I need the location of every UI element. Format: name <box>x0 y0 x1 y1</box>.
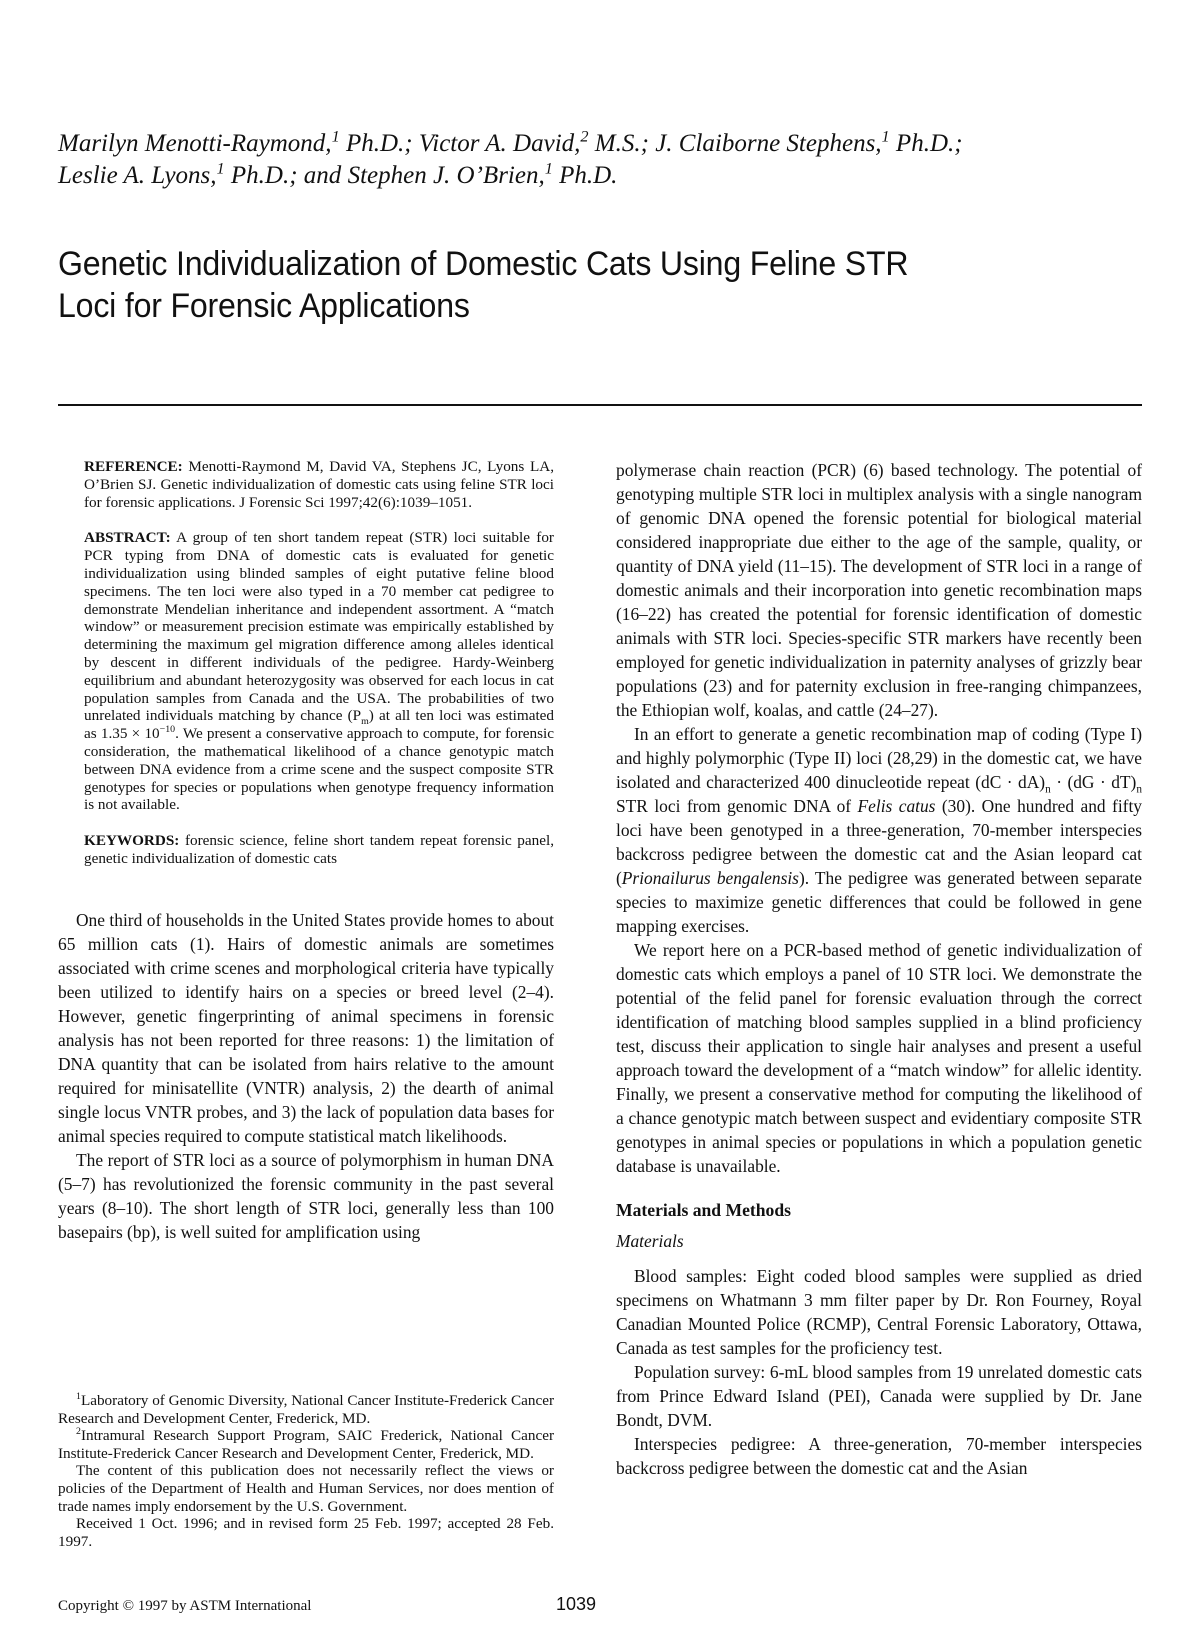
exponent: −10 <box>159 724 176 736</box>
body-paragraph: We report here on a PCR-based method of genetic individualization of domestic cats which employs a panel of 10 STR loci. We demonstrate the potential of the felid panel for forensic evaluation through the correct identification of matching blood samples supplied in a blind proficiency test, discuss their application to single hair analyses and present a useful approach toward the development of a “match window” for allelic identity. Finally, we present a conservative method for computing the likelihood of a chance genotypic match between suspect and evidentiary composite STR genotypes in animal species or populations in which a population genetic database is unavailable. <box>616 940 1142 1176</box>
author-degree: Ph.D. <box>552 162 618 189</box>
author-list <box>58 128 1138 192</box>
footnote-text: Laboratory of Genomic Diversity, National Cancer Institute-Frederick Cancer Research and Development Center, Frederick, MD. <box>58 1392 554 1427</box>
abstract-text: . We present a conservative approach to compute, for forensic consideration, the mathematical likelihood of a chance genotypic match between DNA evidence from a crime scene and the suspect composite STR genotypes for species or populations when genotype frequency information is not available. <box>84 725 554 814</box>
text-run: (30). One hundred and fifty loci have been genotyped in a three-generation, 70-member interspecies backcross pedigree between the domestic cat and the Asian leopard cat ( <box>616 796 1142 888</box>
affiliation-marker: 1 <box>881 127 890 146</box>
author-degree: M.S.; <box>588 130 656 157</box>
author-name: J. Claiborne Stephens, <box>655 130 882 157</box>
body-paragraph: Interspecies pedigree: A three-generation, 70-member interspecies backcross pedigree between the domestic cat and the Asian <box>616 1434 1142 1478</box>
author-degree: Ph.D.; <box>889 130 963 157</box>
keywords-label: KEYWORDS: <box>84 832 180 850</box>
text-run: · (dG · dT) <box>1050 772 1137 792</box>
author-name: Victor A. David, <box>418 130 581 157</box>
footnote-affiliation-1 <box>58 1392 554 1427</box>
species-name: Felis catus <box>857 796 936 816</box>
subscript: n <box>1136 783 1142 796</box>
intro-paragraph: One third of households in the United States provide homes to about 65 million cats (1). Hairs of domestic animals are sometimes associated with crime scenes and morphological criteria have typically been utilized to identify hairs on a species or breed level (2–4). However, genetic fingerprinting of animal specimens in forensic analysis has not been reported for three reasons: 1) the limitation of DNA quantity that can be isolated from hairs relative to the amount required for minisatellite (VNTR) analysis, 2) the dearth of animal single locus VNTR probes, and 3) the lack of population data bases for animal species required to compute statistical match likelihoods. <box>58 909 554 1146</box>
author-name: Stephen J. O’Brien, <box>347 162 545 189</box>
footnote-marker: 1 <box>76 1390 81 1402</box>
abstract-text: ) at all ten loci was estimated as 1.35 × 10 <box>84 707 554 743</box>
body-paragraph: polymerase chain reaction (PCR) (6) based technology. The potential of genotyping multiple STR loci in multiplex analysis with a single nanogram of genomic DNA opened the forensic potential for biological material considered inappropriate due either to the age of the sample, quality, or quantity of DNA yield (11–15). The development of STR loci in a range of domestic animals and their incorporation into genetic recombination maps (16–22) has created the potential for forensic identification of domestic animals with STR loci. Species-specific STR markers have recently been employed for genetic individualization in paternity analyses of grizzly bear populations (23) and for paternity exclusion in free-ranging chimpanzees, the Ethiopian wolf, koalas, and cattle (24–27). <box>616 460 1142 720</box>
body-paragraph: Blood samples: Eight coded blood samples were supplied as dried specimens on Whatmann 3 mm filter paper by Dr. Ron Fourney, Royal Canadian Mounted Police (RCMP), Central Forensic Laboratory, Ottawa, Canada as test samples for the proficiency test. <box>616 1266 1142 1358</box>
left-column <box>58 458 554 1244</box>
paper-title <box>58 243 1081 327</box>
affiliation-marker: 1 <box>331 127 340 146</box>
keywords-block <box>84 832 554 868</box>
text-run: STR loci from genomic DNA of <box>616 796 858 816</box>
abstract-text: A group of ten short tandem repeat (STR) loci suitable for PCR typing from DNA of domestic cats is evaluated for genetic individualization using blinded samples of eight putative feline blood specimens. The ten loci were also typed in a 70 member cat pedigree to demonstrate Mendelian inheritance and independent assortment. A “match window” or measurement precision estimate was empirically established by determining the maximum gel migration difference among alleles identical by descent in different individuals of the pedigree. Hardy-Weinberg equilibrium and abundant heterozygosity was observed for each locus in cat population samples from Canada and the USA. The probabilities of two unrelated individuals matching by chance (P <box>84 529 554 725</box>
abstract-block <box>84 529 554 814</box>
author-degree: Ph.D.; <box>339 130 419 157</box>
footnote-received: Received 1 Oct. 1996; and in revised form 25 Feb. 1997; accepted 28 Feb. 1997. <box>58 1515 554 1550</box>
body-paragraph: Population survey: 6-mL blood samples from 19 unrelated domestic cats from Prince Edward Island (PEI), Canada were supplied by Dr. Jane Bondt, DVM. <box>616 1362 1142 1430</box>
intro-paragraph: The report of STR loci as a source of polymorphism in human DNA (5–7) has revolutionized the forensic community in the past several years (8–10). The short length of STR loci, generally less than 100 basepairs (bp), is well suited for amplification using <box>58 1149 554 1242</box>
subscript: n <box>1045 783 1051 796</box>
affiliation-marker: 1 <box>216 159 225 178</box>
reference-block <box>84 458 554 511</box>
page-number: 1039 <box>556 1594 597 1614</box>
footnote-marker: 2 <box>76 1426 81 1438</box>
subscript: m <box>361 716 369 728</box>
right-column <box>616 458 1142 1480</box>
abstract-label: ABSTRACT: <box>84 529 171 547</box>
affiliation-marker: 2 <box>580 127 589 146</box>
text-run: In an effort to generate a genetic recombination map of coding (Type I) and highly polymorphic (Type II) loci (28,29) in the domestic cat, we have isolated and characterized 400 dinucleotide repeat (dC · dA) <box>616 724 1142 792</box>
footnotes <box>58 1392 554 1550</box>
title-line-2: Loci for Forensic Applications <box>58 287 470 325</box>
footnote-disclaimer: The content of this publication does not necessarily reflect the views or policies of the Department of Health and Human Services, nor does mention of trade names imply endorsement by the U.S. Government. <box>58 1462 554 1515</box>
title-line-1: Genetic Individualization of Domestic Cats Using Feline STR <box>58 245 909 283</box>
footnote-affiliation-2 <box>58 1427 554 1462</box>
text-run: ). The pedigree was generated between separate species to maximize genetic differences that could be followed in gene mapping exercises. <box>616 868 1143 936</box>
reference-label: REFERENCE: <box>84 458 183 475</box>
author-line-2 <box>58 160 1138 192</box>
copyright-notice: Copyright © 1997 by ASTM International <box>58 1598 312 1614</box>
author-name: Marilyn Menotti-Raymond, <box>58 130 332 157</box>
footnote-text: Intramural Research Support Program, SAIC Frederick, National Cancer Institute-Frederick Cancer Research and Development Center, Frederick, MD. <box>58 1427 554 1462</box>
keywords-text: forensic science, feline short tandem repeat forensic panel, genetic individualization of domestic cats <box>84 832 554 867</box>
subsection-heading: Materials <box>616 1231 684 1251</box>
affiliation-marker: 1 <box>544 159 553 178</box>
section-heading: Materials and Methods <box>616 1200 791 1220</box>
body-paragraph <box>616 722 1142 938</box>
title-divider <box>58 404 1142 406</box>
author-name: Leslie A. Lyons, <box>58 162 217 189</box>
author-degree: Ph.D.; and <box>224 162 348 189</box>
author-line-1 <box>58 128 1138 160</box>
reference-text: Menotti-Raymond M, David VA, Stephens JC, Lyons LA, O’Brien SJ. Genetic individualization of domestic cats using feline STR loci for forensic applications. J Forensic Sci 1997;42(6):1039–1051. <box>84 458 554 511</box>
species-name: Prionailurus bengalensis <box>621 868 799 888</box>
